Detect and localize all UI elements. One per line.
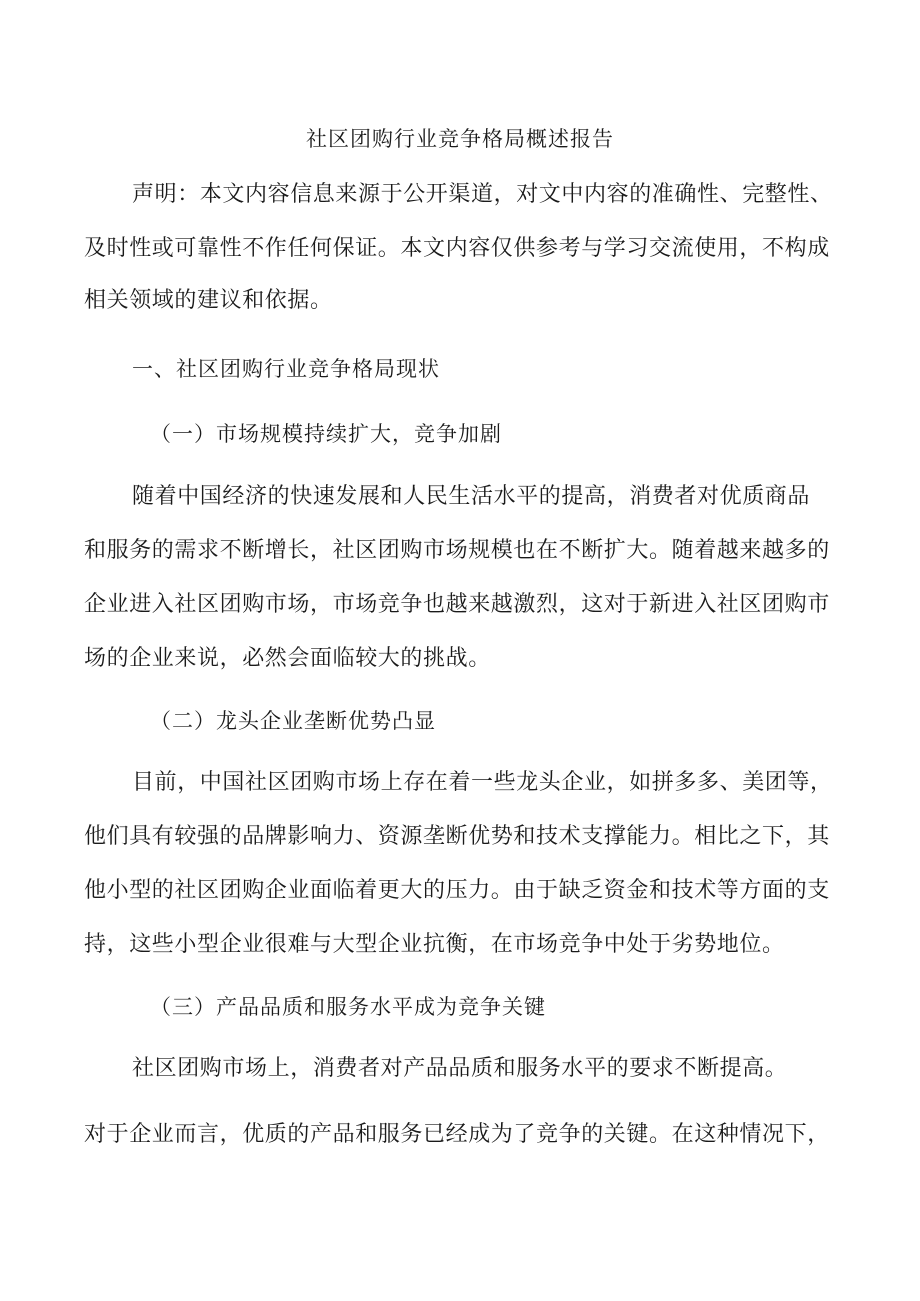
paragraph-2-line-4: 持，这些小型企业很难与大型企业抗衡，在市场竞争中处于劣势地位。 xyxy=(84,932,785,957)
paragraph-2-line-2: 他们具有较强的品牌影响力、资源垄断优势和技术支撑能力。相比之下，其 xyxy=(84,824,830,849)
paragraph-1-line-2: 和服务的需求不断增长，社区团购市场规模也在不断扩大。随着越来越多的 xyxy=(84,538,830,563)
disclaimer-line-2: 及时性或可靠性不作任何保证。本文内容仅供参考与学习交流使用，不构成 xyxy=(84,236,830,261)
subsection-3-heading: （三）产品品质和服务水平成为竞争关键 xyxy=(150,995,546,1019)
document-title: 社区团购行业竞争格局概述报告 xyxy=(306,127,614,151)
disclaimer-line-3: 相关领域的建议和依据。 xyxy=(84,288,333,313)
subsection-1-heading: （一）市场规模持续扩大，竞争加剧 xyxy=(150,422,502,446)
subsection-2-heading: （二）龙头企业垄断优势凸显 xyxy=(150,709,436,733)
disclaimer-line-1: 声明：本文内容信息来源于公开渠道，对文中内容的准确性、完整性、 xyxy=(132,182,833,207)
paragraph-1-line-4: 场的企业来说，必然会面临较大的挑战。 xyxy=(84,646,491,671)
paragraph-2-line-1: 目前，中国社区团购市场上存在着一些龙头企业，如拼多多、美团等， xyxy=(132,770,833,795)
paragraph-1-line-1: 随着中国经济的快速发展和人民生活水平的提高，消费者对优质商品 xyxy=(132,484,811,509)
paragraph-1-line-3: 企业进入社区团购市场，市场竞争也越来越激烈，这对于新进入社区团购市 xyxy=(84,592,830,617)
paragraph-3-line-1: 社区团购市场上，消费者对产品品质和服务水平的要求不断提高。 xyxy=(132,1056,788,1081)
paragraph-3-line-2: 对于企业而言，优质的产品和服务已经成为了竞争的关键。在这种情况下， xyxy=(84,1122,830,1147)
paragraph-2-line-3: 他小型的社区团购企业面临着更大的压力。由于缺乏资金和技术等方面的支 xyxy=(84,878,830,903)
section-1-heading: 一、社区团购行业竞争格局现状 xyxy=(132,357,440,381)
